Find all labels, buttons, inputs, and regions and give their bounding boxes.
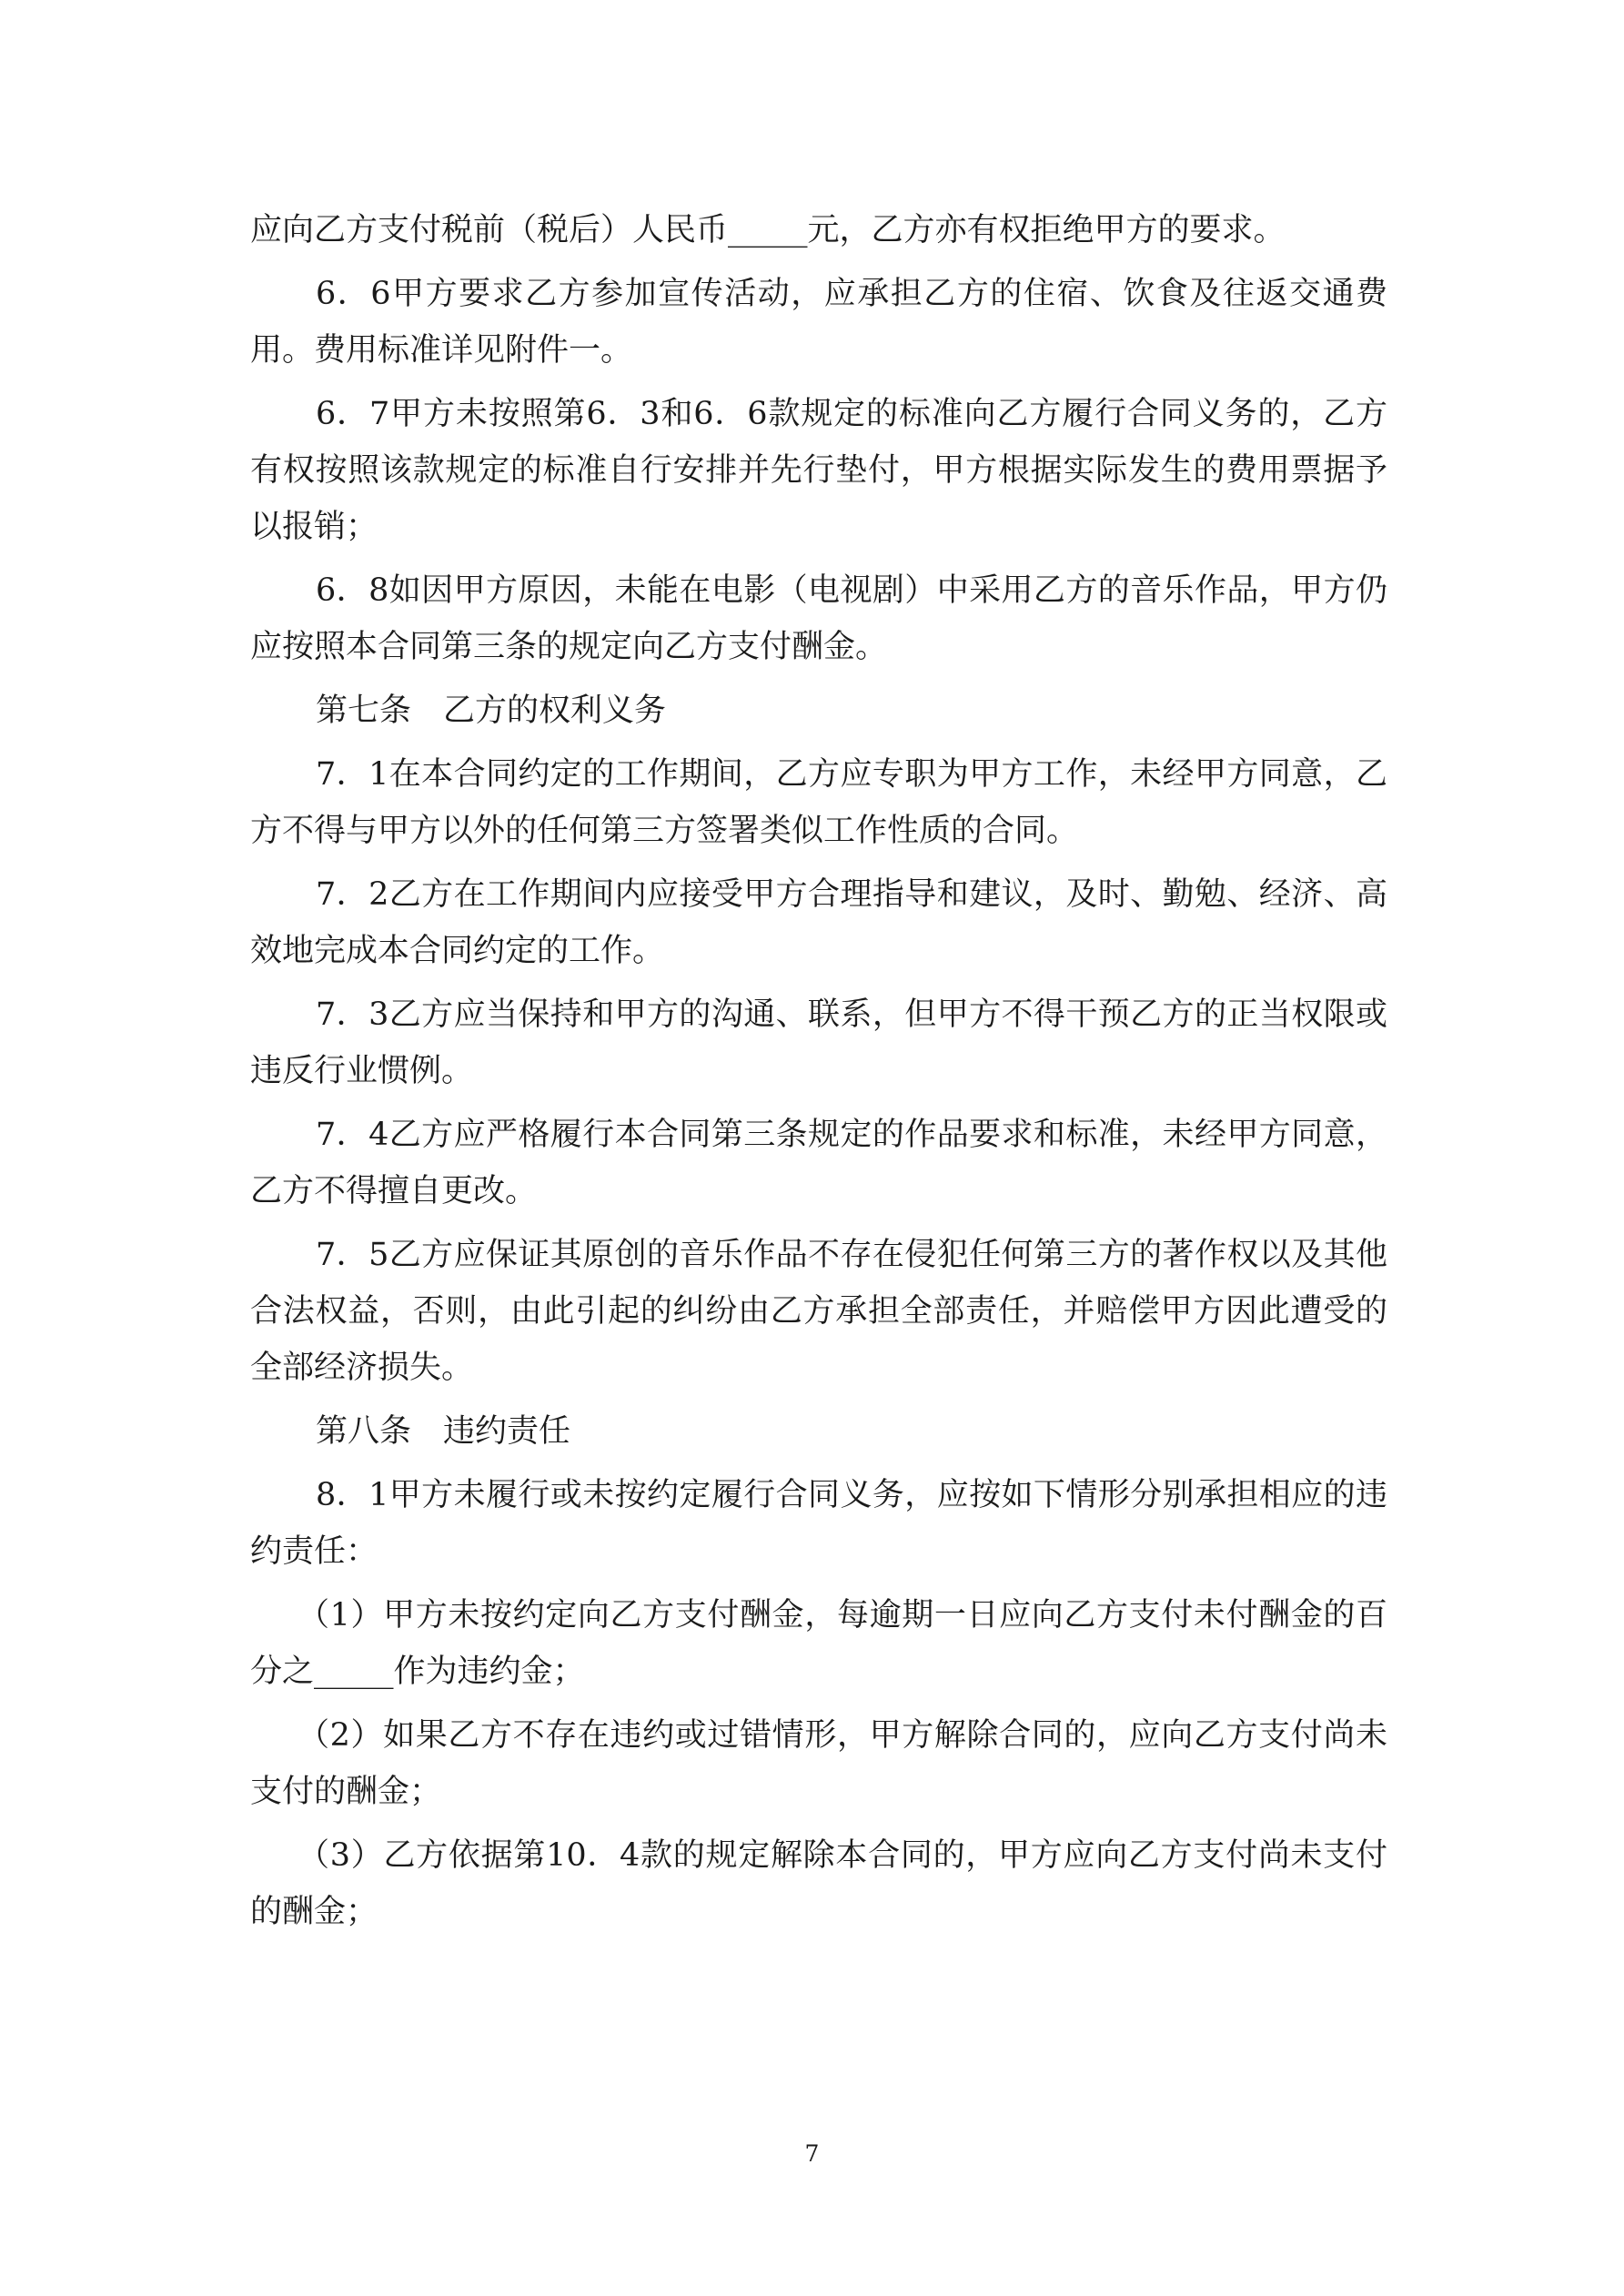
section-heading-article-8: 第八条 违约责任 [316,1413,571,1450]
paragraph-7-3: 7．3乙方应当保持和甲方的沟通、联系，但甲方不得干预乙方的正当权限或违反行业惯例。 [250,996,1387,1089]
paragraph-6-6: 6．6甲方要求乙方参加宣传活动，应承担乙方的住宿、饮食及往返交通费用。费用标准详见附件一。 [250,276,1387,369]
document-body [250,202,1387,1947]
list-item-8-1-2: （2）如果乙方不存在违约或过错情形，甲方解除合同的，应向乙方支付尚未支付的酬金； [250,1717,1387,1810]
list-item-8-1-1: （1）甲方未按约定向乙方支付酬金，每逾期一日应向乙方支付未付酬金的百分之_____作为违约金； [250,1597,1387,1690]
paragraph-6-7: 6．7甲方未按照第6．3和6．6款规定的标准向乙方履行合同义务的，乙方有权按照该款规定的标准自行安排并先行垫付，甲方根据实际发生的费用票据予以报销； [250,396,1387,545]
paragraph-7-2: 7．2乙方在工作期间内应接受甲方合理指导和建议，及时、勤勉、经济、高效地完成本合同约定的工作。 [250,876,1387,969]
paragraph-7-1: 7．1在本合同约定的工作期间，乙方应专职为甲方工作，未经甲方同意，乙方不得与甲方以外的任何第三方签署类似工作性质的合同。 [250,756,1387,849]
page-number: 7 [804,2140,820,2167]
paragraph-7-5: 7．5乙方应保证其原创的音乐作品不存在侵犯任何第三方的著作权以及其他合法权益，否则，由此引起的纠纷由乙方承担全部责任，并赔偿甲方因此遭受的全部经济损失。 [250,1237,1387,1386]
list-item-8-1-3: （3）乙方依据第10．4款的规定解除本合同的，甲方应向乙方支付尚未支付的酬金； [250,1837,1387,1930]
paragraph-6-8: 6．8如因甲方原因，未能在电影（电视剧）中采用乙方的音乐作品，甲方仍应按照本合同第三条的规定向乙方支付酬金。 [250,572,1387,665]
section-heading-article-7: 第七条 乙方的权利义务 [316,693,667,729]
paragraph-8-1: 8．1甲方未履行或未按约定履行合同义务，应按如下情形分别承担相应的违约责任： [250,1477,1387,1570]
paragraph-7-4: 7．4乙方应严格履行本合同第三条规定的作品要求和标准，未经甲方同意，乙方不得擅自更改。 [250,1117,1387,1209]
paragraph-payment-continuation: 应向乙方支付税前（税后）人民币_____元，乙方亦有权拒绝甲方的要求。 [250,212,1286,248]
